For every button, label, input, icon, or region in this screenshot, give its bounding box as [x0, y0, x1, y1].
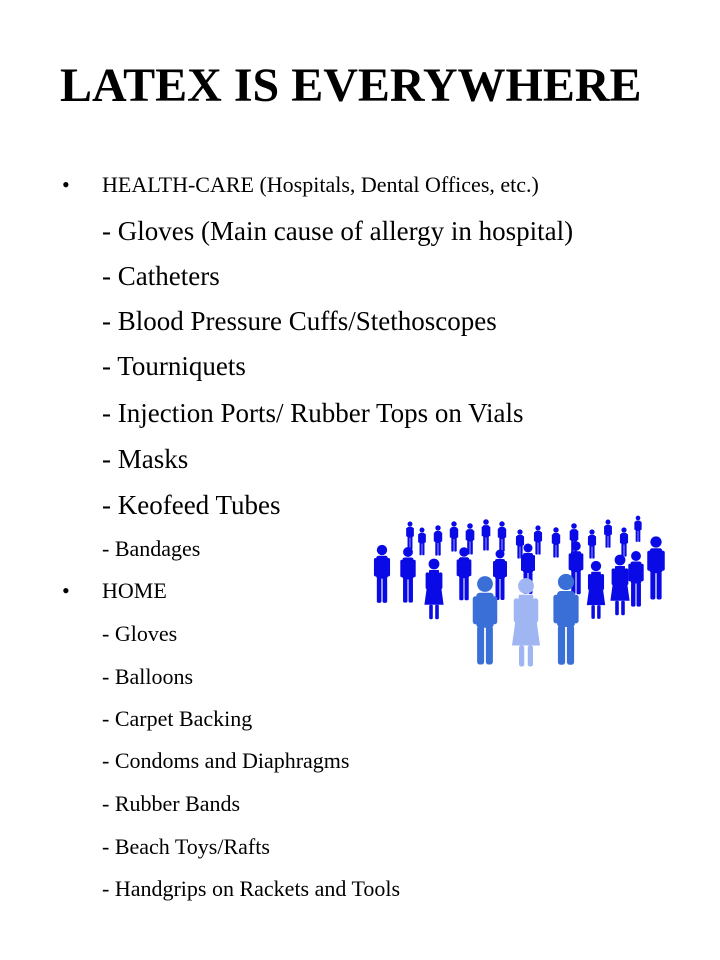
list-item: - Balloons	[102, 664, 194, 689]
list-item: - Rubber Bands	[102, 791, 241, 816]
list-item: - Handgrips on Rackets and Tools	[102, 876, 401, 901]
slide-title: LATEX IS EVERYWHERE	[60, 59, 642, 112]
list-item: - Catheters	[102, 261, 220, 291]
list-item: - Masks	[102, 444, 189, 474]
list-item: - Bandages	[102, 536, 201, 561]
list-item: - Tourniquets	[102, 351, 246, 381]
crowd-illustration	[370, 512, 675, 697]
bullet-marker: •	[62, 578, 70, 603]
list-item: - Gloves	[102, 621, 178, 646]
crowd-back-row	[406, 516, 641, 559]
list-item: - Condoms and Diaphragms	[102, 748, 350, 773]
list-item: - Gloves (Main cause of allergy in hospital)	[102, 216, 574, 246]
section-heading-home: HOME	[102, 578, 167, 603]
list-item: - Blood Pressure Cuffs/Stethoscopes	[102, 306, 497, 336]
list-item: - Beach Toys/Rafts	[102, 834, 270, 859]
section-heading-health-care: HEALTH-CARE (Hospitals, Dental Offices, etc.)	[102, 172, 539, 197]
crowd-front-row	[473, 574, 579, 667]
list-item: - Keofeed Tubes	[102, 490, 281, 520]
list-item: - Injection Ports/ Rubber Tops on Vials	[102, 398, 524, 428]
list-item: - Carpet Backing	[102, 706, 253, 731]
bullet-marker: •	[62, 172, 70, 197]
